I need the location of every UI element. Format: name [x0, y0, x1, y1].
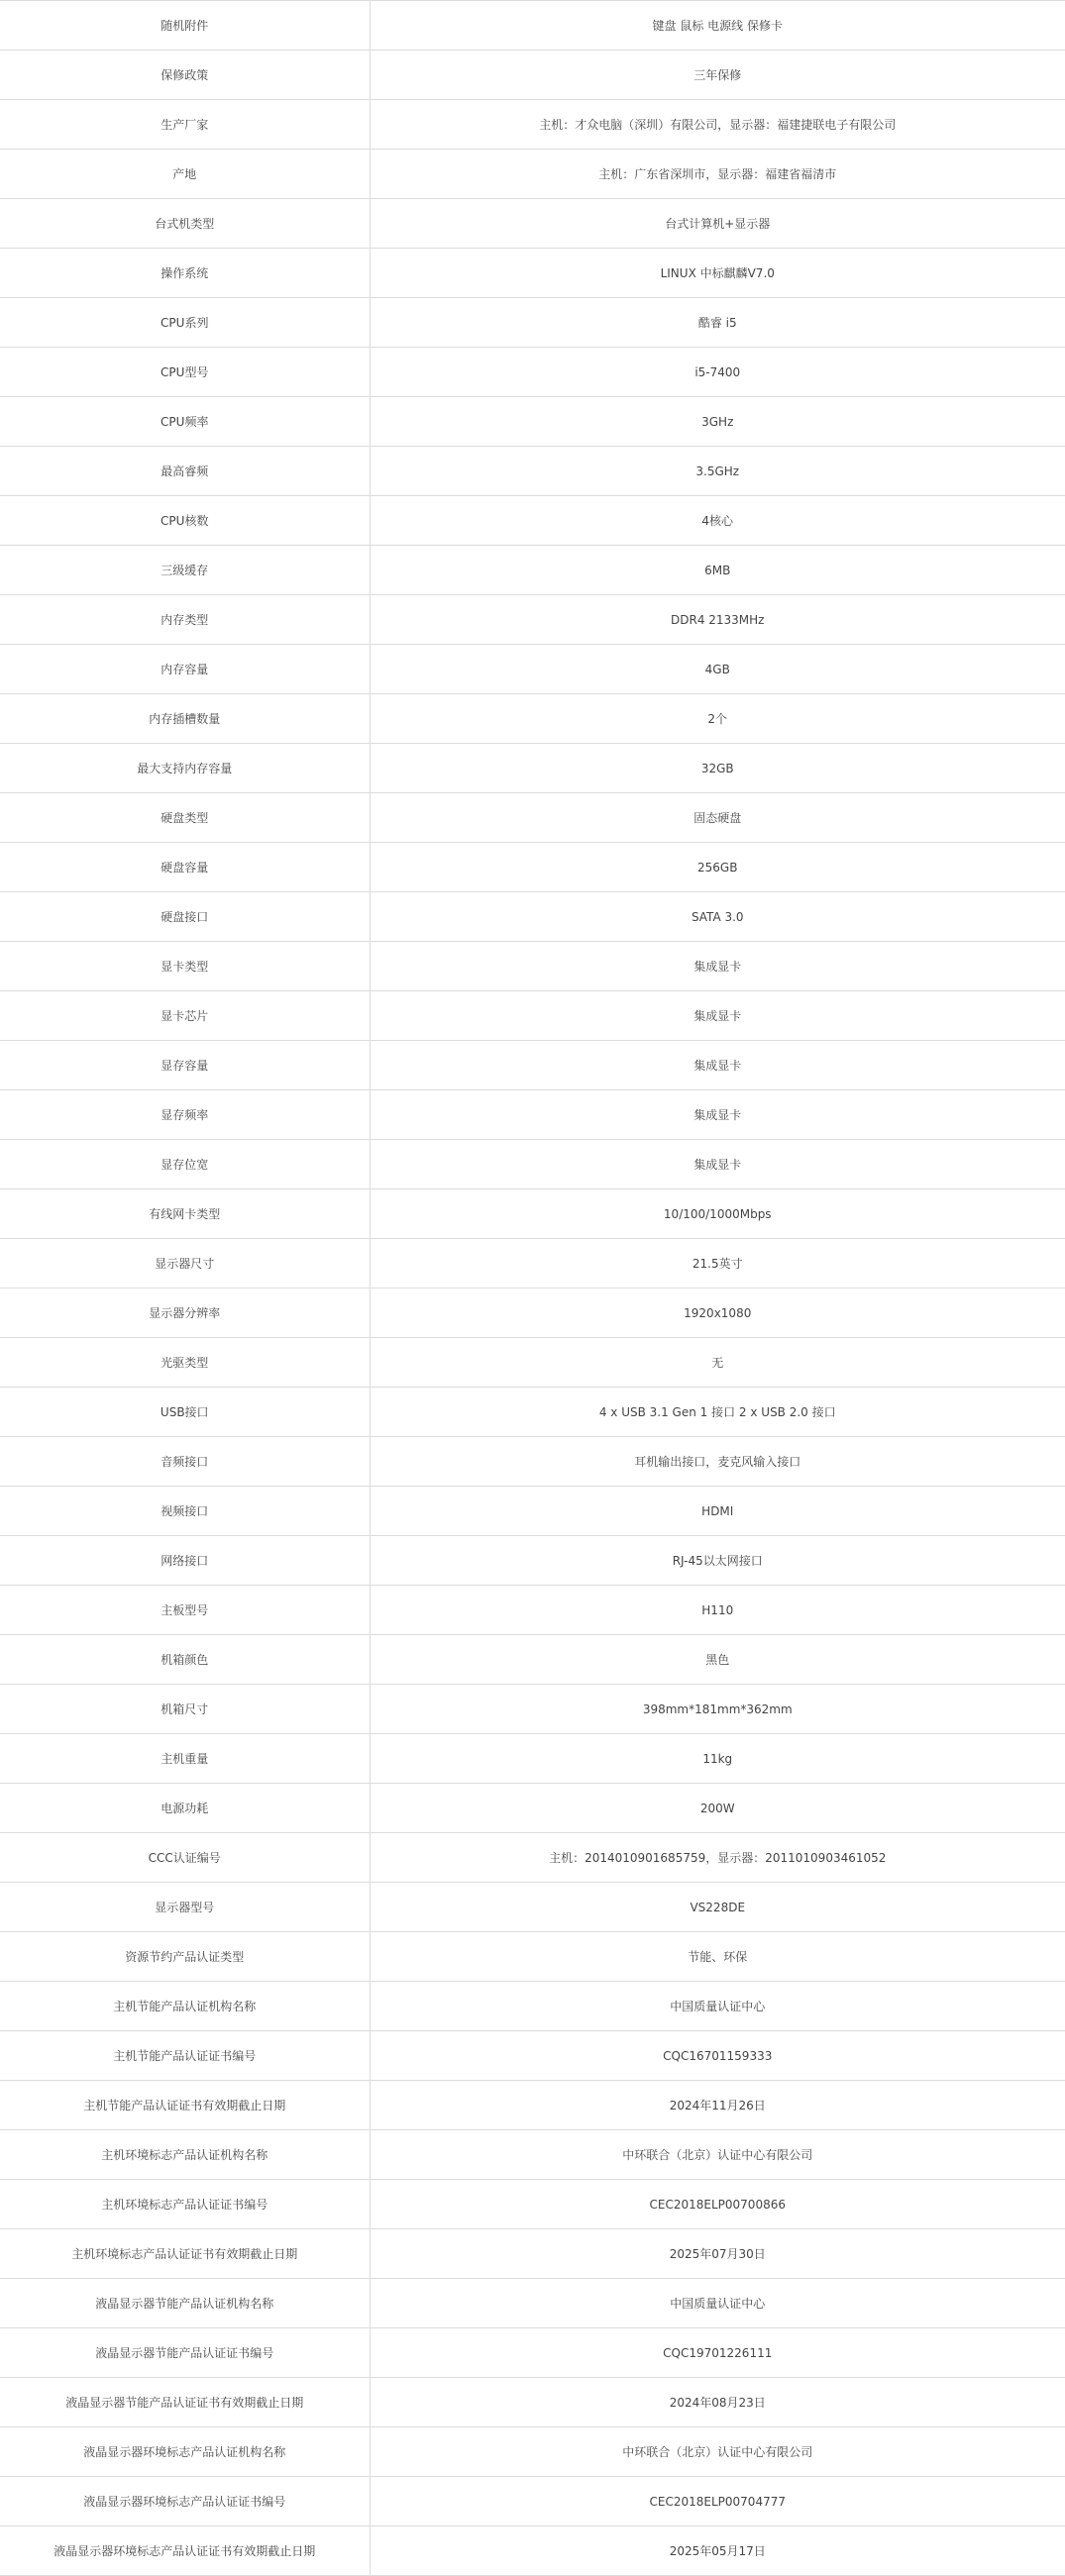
spec-label: 硬盘类型: [0, 793, 370, 843]
table-row: [0, 2130, 1065, 2180]
spec-label: 显示器型号: [0, 1883, 370, 1932]
spec-label: 显示器分辨率: [0, 1288, 370, 1338]
spec-label: 主机节能产品认证证书编号: [0, 2031, 370, 2081]
spec-label: 台式机类型: [0, 199, 370, 249]
spec-value: 21.5英寸: [370, 1239, 1065, 1288]
table-row: [0, 2526, 1065, 2576]
spec-value: 中国质量认证中心: [370, 1982, 1065, 2031]
spec-label: 主机环境标志产品认证证书编号: [0, 2180, 370, 2229]
spec-label: 主机节能产品认证证书有效期截止日期: [0, 2081, 370, 2130]
spec-label: 液晶显示器节能产品认证证书有效期截止日期: [0, 2378, 370, 2427]
spec-value: CQC16701159333: [370, 2031, 1065, 2081]
table-row: [0, 249, 1065, 298]
spec-value: 4GB: [370, 645, 1065, 694]
spec-value: 集成显卡: [370, 1041, 1065, 1090]
table-row: [0, 1586, 1065, 1635]
spec-value: 2025年07月30日: [370, 2229, 1065, 2279]
table-row: [0, 100, 1065, 150]
spec-value: 中环联合（北京）认证中心有限公司: [370, 2130, 1065, 2180]
table-row: [0, 2180, 1065, 2229]
spec-label: 视频接口: [0, 1487, 370, 1536]
spec-value: 集成显卡: [370, 1090, 1065, 1140]
spec-value: 无: [370, 1338, 1065, 1388]
spec-value: 三年保修: [370, 51, 1065, 100]
spec-label: 内存容量: [0, 645, 370, 694]
table-row: [0, 1090, 1065, 1140]
table-row: [0, 2427, 1065, 2477]
spec-label: 音频接口: [0, 1437, 370, 1487]
spec-label: 操作系统: [0, 249, 370, 298]
spec-value: 键盘 鼠标 电源线 保修卡: [370, 1, 1065, 51]
table-row: [0, 2328, 1065, 2378]
spec-label: 显存位宽: [0, 1140, 370, 1189]
spec-value: 2025年05月17日: [370, 2526, 1065, 2576]
spec-value: 中环联合（北京）认证中心有限公司: [370, 2427, 1065, 2477]
spec-value: CQC19701226111: [370, 2328, 1065, 2378]
spec-label: 光驱类型: [0, 1338, 370, 1388]
table-row: [0, 496, 1065, 546]
table-row: [0, 793, 1065, 843]
spec-value: i5-7400: [370, 348, 1065, 397]
spec-value: 3GHz: [370, 397, 1065, 447]
spec-value: 固态硬盘: [370, 793, 1065, 843]
table-row: [0, 298, 1065, 348]
spec-label: CPU核数: [0, 496, 370, 546]
spec-label: 三级缓存: [0, 546, 370, 595]
table-row: [0, 1041, 1065, 1090]
spec-label: 电源功耗: [0, 1784, 370, 1833]
spec-value: 酷睿 i5: [370, 298, 1065, 348]
spec-label: 内存插槽数量: [0, 694, 370, 744]
spec-value: 主机：2014010901685759，显示器：2011010903461052: [370, 1833, 1065, 1883]
spec-label: 硬盘容量: [0, 843, 370, 892]
table-row: [0, 51, 1065, 100]
table-row: [0, 942, 1065, 991]
spec-label: 产地: [0, 150, 370, 199]
spec-value: 台式计算机+显示器: [370, 199, 1065, 249]
spec-label: 主机重量: [0, 1734, 370, 1784]
spec-label: 最大支持内存容量: [0, 744, 370, 793]
spec-value: RJ-45以太网接口: [370, 1536, 1065, 1586]
spec-label: 液晶显示器环境标志产品认证证书编号: [0, 2477, 370, 2526]
spec-value: 主机：才众电脑（深圳）有限公司，显示器：福建捷联电子有限公司: [370, 100, 1065, 150]
spec-value: 256GB: [370, 843, 1065, 892]
spec-label: 内存类型: [0, 595, 370, 645]
table-row: [0, 1239, 1065, 1288]
spec-label: USB接口: [0, 1388, 370, 1437]
table-row: [0, 1536, 1065, 1586]
table-row: [0, 1635, 1065, 1685]
spec-label: 显卡类型: [0, 942, 370, 991]
spec-value: 6MB: [370, 546, 1065, 595]
spec-label: 网络接口: [0, 1536, 370, 1586]
spec-value: HDMI: [370, 1487, 1065, 1536]
table-row: [0, 744, 1065, 793]
spec-value: VS228DE: [370, 1883, 1065, 1932]
spec-label: 机箱颜色: [0, 1635, 370, 1685]
spec-label: CCC认证编号: [0, 1833, 370, 1883]
spec-value: 200W: [370, 1784, 1065, 1833]
spec-value: 4核心: [370, 496, 1065, 546]
table-row: [0, 1189, 1065, 1239]
table-row: [0, 1833, 1065, 1883]
spec-label: 显卡芯片: [0, 991, 370, 1041]
spec-value: 2024年11月26日: [370, 2081, 1065, 2130]
table-row: [0, 645, 1065, 694]
spec-label: 保修政策: [0, 51, 370, 100]
table-row: [0, 1982, 1065, 2031]
table-row: [0, 991, 1065, 1041]
spec-value: 黑色: [370, 1635, 1065, 1685]
spec-value: 398mm*181mm*362mm: [370, 1685, 1065, 1734]
table-row: [0, 1388, 1065, 1437]
table-row: [0, 1288, 1065, 1338]
spec-label: 主板型号: [0, 1586, 370, 1635]
spec-label: 生产厂家: [0, 100, 370, 150]
spec-label: 液晶显示器环境标志产品认证证书有效期截止日期: [0, 2526, 370, 2576]
spec-value: 10/100/1000Mbps: [370, 1189, 1065, 1239]
table-row: [0, 1932, 1065, 1982]
spec-value: 11kg: [370, 1734, 1065, 1784]
spec-label: 显示器尺寸: [0, 1239, 370, 1288]
spec-value: 中国质量认证中心: [370, 2279, 1065, 2328]
spec-value: CEC2018ELP00704777: [370, 2477, 1065, 2526]
table-row: [0, 1685, 1065, 1734]
table-row: [0, 2081, 1065, 2130]
spec-value: 32GB: [370, 744, 1065, 793]
spec-value: 3.5GHz: [370, 447, 1065, 496]
table-row: [0, 397, 1065, 447]
spec-value: 4 x USB 3.1 Gen 1 接口 2 x USB 2.0 接口: [370, 1388, 1065, 1437]
spec-label: 显存容量: [0, 1041, 370, 1090]
table-row: [0, 843, 1065, 892]
spec-value: 主机：广东省深圳市，显示器：福建省福清市: [370, 150, 1065, 199]
spec-label: 主机节能产品认证机构名称: [0, 1982, 370, 2031]
spec-label: 液晶显示器节能产品认证证书编号: [0, 2328, 370, 2378]
spec-value: CEC2018ELP00700866: [370, 2180, 1065, 2229]
spec-label: 主机环境标志产品认证机构名称: [0, 2130, 370, 2180]
table-row: [0, 1338, 1065, 1388]
spec-value: 集成显卡: [370, 991, 1065, 1041]
spec-label: 显存频率: [0, 1090, 370, 1140]
spec-label: 最高睿频: [0, 447, 370, 496]
spec-label: 随机附件: [0, 1, 370, 51]
table-row: [0, 447, 1065, 496]
spec-label: 有线网卡类型: [0, 1189, 370, 1239]
table-row: [0, 2229, 1065, 2279]
spec-value: 耳机输出接口，麦克风输入接口: [370, 1437, 1065, 1487]
table-row: [0, 694, 1065, 744]
table-row: [0, 595, 1065, 645]
table-row: [0, 1487, 1065, 1536]
spec-label: 液晶显示器节能产品认证机构名称: [0, 2279, 370, 2328]
spec-label: 机箱尺寸: [0, 1685, 370, 1734]
table-row: [0, 199, 1065, 249]
spec-label: CPU系列: [0, 298, 370, 348]
spec-label: CPU频率: [0, 397, 370, 447]
spec-label: 硬盘接口: [0, 892, 370, 942]
spec-label: CPU型号: [0, 348, 370, 397]
table-row: [0, 2031, 1065, 2081]
spec-value: 1920x1080: [370, 1288, 1065, 1338]
table-row: [0, 1140, 1065, 1189]
table-row: [0, 2279, 1065, 2328]
table-row: [0, 892, 1065, 942]
spec-value: SATA 3.0: [370, 892, 1065, 942]
table-row: [0, 1883, 1065, 1932]
spec-table-body: [0, 1, 1065, 2576]
table-row: [0, 546, 1065, 595]
spec-value: 2个: [370, 694, 1065, 744]
spec-label: 液晶显示器环境标志产品认证机构名称: [0, 2427, 370, 2477]
table-row: [0, 1784, 1065, 1833]
spec-value: DDR4 2133MHz: [370, 595, 1065, 645]
table-row: [0, 2378, 1065, 2427]
table-row: [0, 348, 1065, 397]
table-row: [0, 1437, 1065, 1487]
table-row: [0, 1734, 1065, 1784]
table-row: [0, 2477, 1065, 2526]
spec-value: LINUX 中标麒麟V7.0: [370, 249, 1065, 298]
spec-value: 集成显卡: [370, 1140, 1065, 1189]
table-row: [0, 150, 1065, 199]
table-row: [0, 1, 1065, 51]
spec-value: 集成显卡: [370, 942, 1065, 991]
spec-label: 主机环境标志产品认证证书有效期截止日期: [0, 2229, 370, 2279]
spec-value: 2024年08月23日: [370, 2378, 1065, 2427]
spec-value: 节能、环保: [370, 1932, 1065, 1982]
spec-value: H110: [370, 1586, 1065, 1635]
spec-label: 资源节约产品认证类型: [0, 1932, 370, 1982]
